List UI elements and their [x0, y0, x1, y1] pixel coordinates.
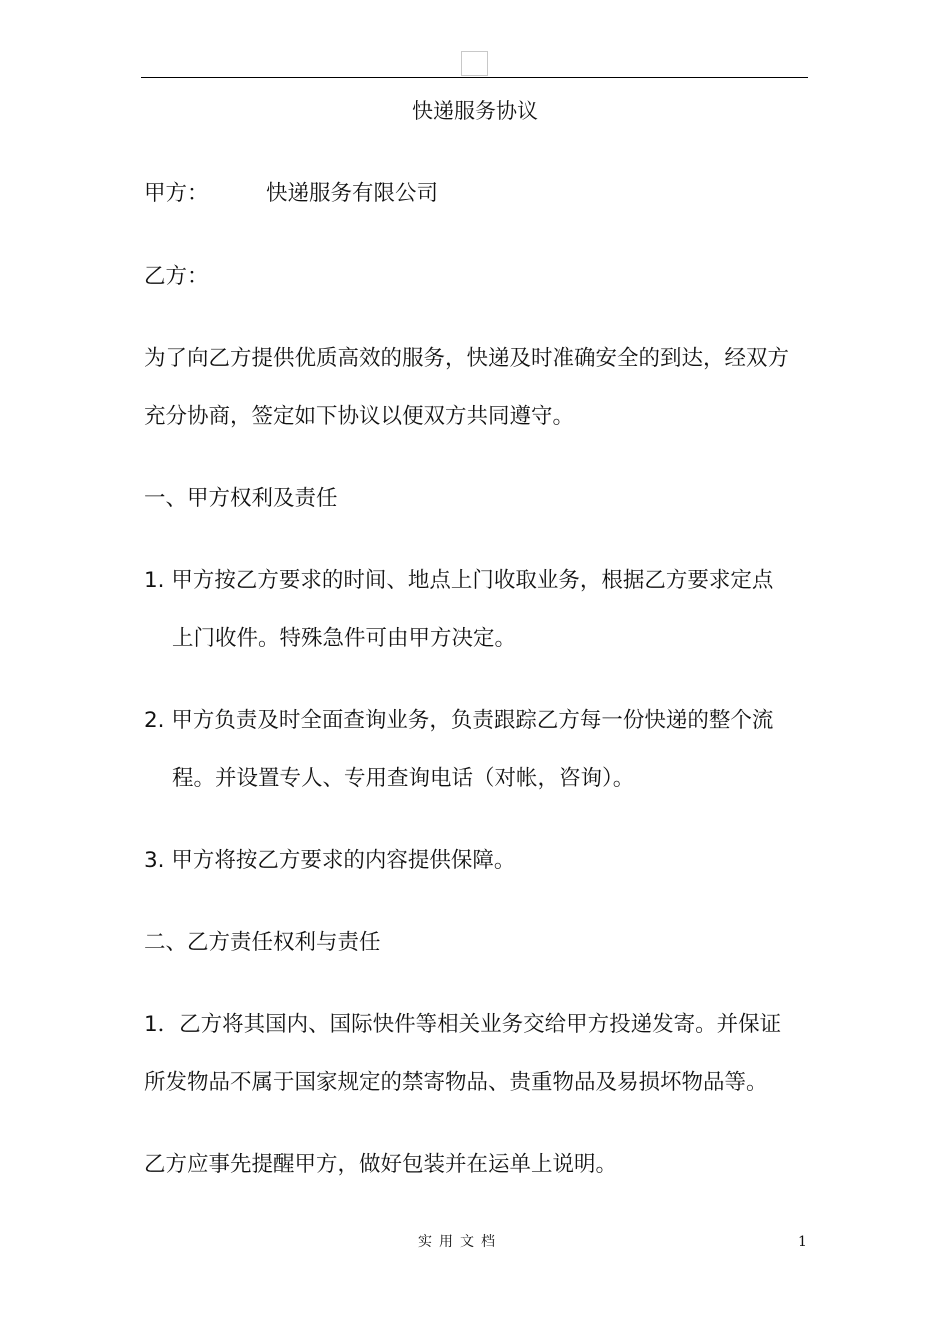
- party-a-name: 快递服务有限公司: [266, 181, 439, 206]
- section-1-item-1-line-1: 1. 甲方按乙方要求的时间、地点上门收取业务，根据乙方要求定点: [144, 568, 774, 593]
- section-1-heading: 一、甲方权利及责任: [144, 486, 338, 511]
- header-rule: [141, 77, 808, 78]
- section-2-item-1-line-2: 所发物品不属于国家规定的禁寄物品、贵重物品及易损坏物品等。: [144, 1070, 768, 1095]
- section-2-item-1-line-1: 1．乙方将其国内、国际快件等相关业务交给甲方投递发寄。并保证: [144, 1012, 782, 1037]
- party-a-label: 甲方：: [144, 181, 209, 206]
- section-1-item-1-line-2: 上门收件。特殊急件可由甲方决定。: [172, 626, 517, 651]
- section-2-heading: 二、乙方责任权利与责任: [144, 930, 381, 955]
- document-title: 快递服务协议: [412, 99, 538, 123]
- section-1-item-3: 3. 甲方将按乙方要求的内容提供保障。: [144, 848, 516, 873]
- intro-line-2: 充分协商，签定如下协议以便双方共同遵守。: [144, 404, 575, 429]
- section-2-paragraph: 乙方应事先提醒甲方，做好包装并在运单上说明。: [144, 1152, 618, 1177]
- header-box: [461, 51, 488, 76]
- intro-line-1: 为了向乙方提供优质高效的服务，快递及时准确安全的到达，经双方: [144, 346, 790, 371]
- footer-label: 实用文档: [418, 1234, 502, 1250]
- party-b-label: 乙方：: [144, 264, 209, 289]
- section-1-item-2-line-1: 2. 甲方负责及时全面查询业务，负责跟踪乙方每一份快递的整个流: [144, 708, 774, 733]
- party-a-row: [144, 179, 209, 209]
- section-1-item-2-line-2: 程。并设置专人、专用查询电话（对帐，咨询）。: [172, 766, 635, 791]
- page-number: 1: [798, 1234, 807, 1250]
